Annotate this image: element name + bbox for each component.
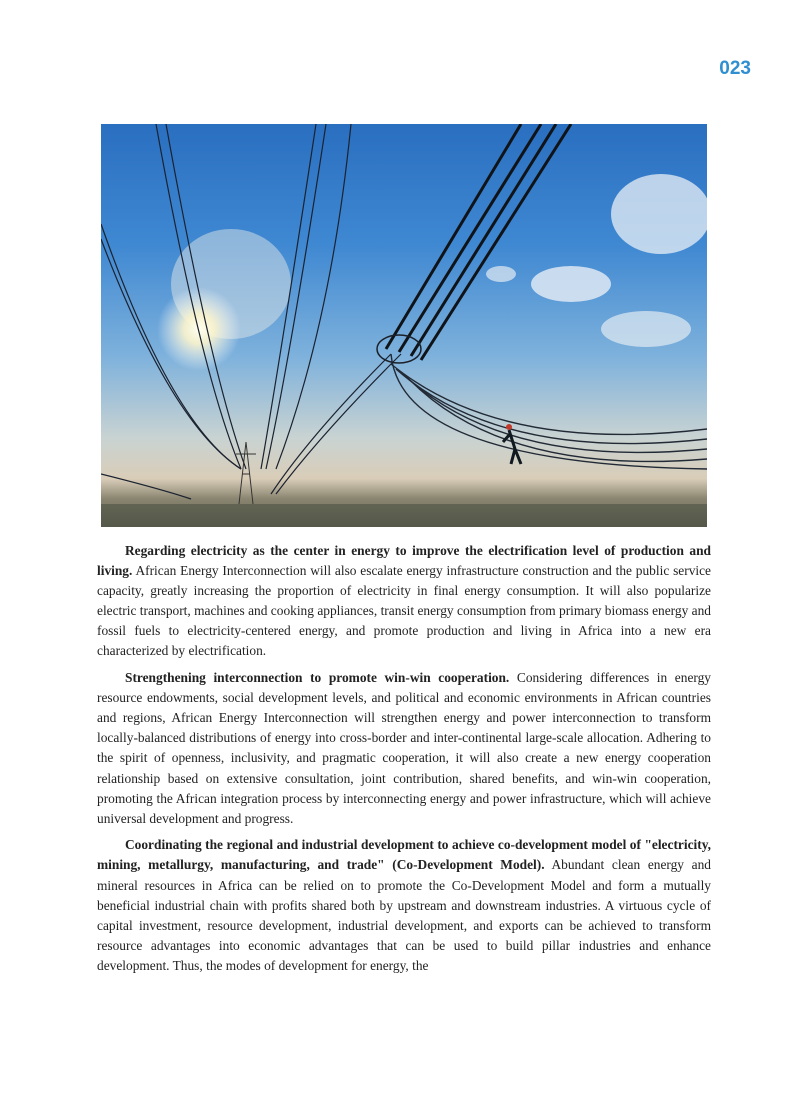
bundled-conductors: [391, 354, 707, 469]
power-lines-photo: [101, 124, 707, 527]
page-number: 023: [719, 58, 751, 79]
paragraph-co-development: [97, 835, 711, 976]
paragraph-body: African Energy Interconnection will also escalate energy infrastructure construction and the public service capacity, greatly increasing the proportion of electricity in final energy consumption. It will also popularize electric transport, machines and cooking appliances, transit energy consumption from primary biomass energy and fossil fuels to electricity-centered energy, and promote production and living in Africa into a new era characterized by electrification.: [97, 563, 711, 659]
horizon-land: [101, 504, 707, 527]
paragraph-electrification: [97, 541, 711, 662]
power-lines-illustration: [101, 124, 707, 527]
paragraph-heading: Strengthening interconnection to promote win-win cooperation.: [125, 670, 510, 686]
body-text: [97, 541, 711, 982]
cloud: [531, 266, 611, 302]
cloud: [486, 266, 516, 282]
paragraph-heading: Coordinating the regional and industrial development to achieve co-development model of "electricity, mining, metallurgy, manufacturing, and trade" (Co-Development Model).: [97, 837, 711, 873]
paragraph-body: Considering differences in energy resource endowments, social development levels, and political and economic environments in African countries and regions, African Energy Interconnection will strengthen energy and power interconnection to transform locally-balanced distributions of energy into cross-border and inter-continental large-scale allocation. Adhering to the spirit of openness, inclusivity, and pragmatic cooperation, it will also create a new energy cooperation relationship based on extensive consultation, joint contribution, shared benefits, and win-win cooperation, promoting the African integration process by interconnecting energy and power infrastructure, which will achieve universal development and progress.: [97, 670, 711, 826]
insulator-strings: [386, 124, 571, 360]
paragraph-body: Abundant clean energy and mineral resources in Africa can be relied on to promote the Co-Development Model and form a mutually beneficial industrial chain with profits shared both by upstream and downstream industries. A virtuous cycle of capital investment, resource development, industrial development, and exports can be achieved to transform resource advantages into economic advantages that can be used to build pillar industries and enhance development. Thus, the modes of development for energy, the: [97, 857, 711, 973]
sun: [157, 287, 241, 371]
cloud: [601, 311, 691, 347]
transmission-tower: [236, 442, 256, 504]
cloud: [611, 174, 707, 254]
paragraph-heading: Regarding electricity as the center in energy to improve the electrification level of production and living.: [97, 543, 711, 579]
paragraph-interconnection: [97, 668, 711, 829]
